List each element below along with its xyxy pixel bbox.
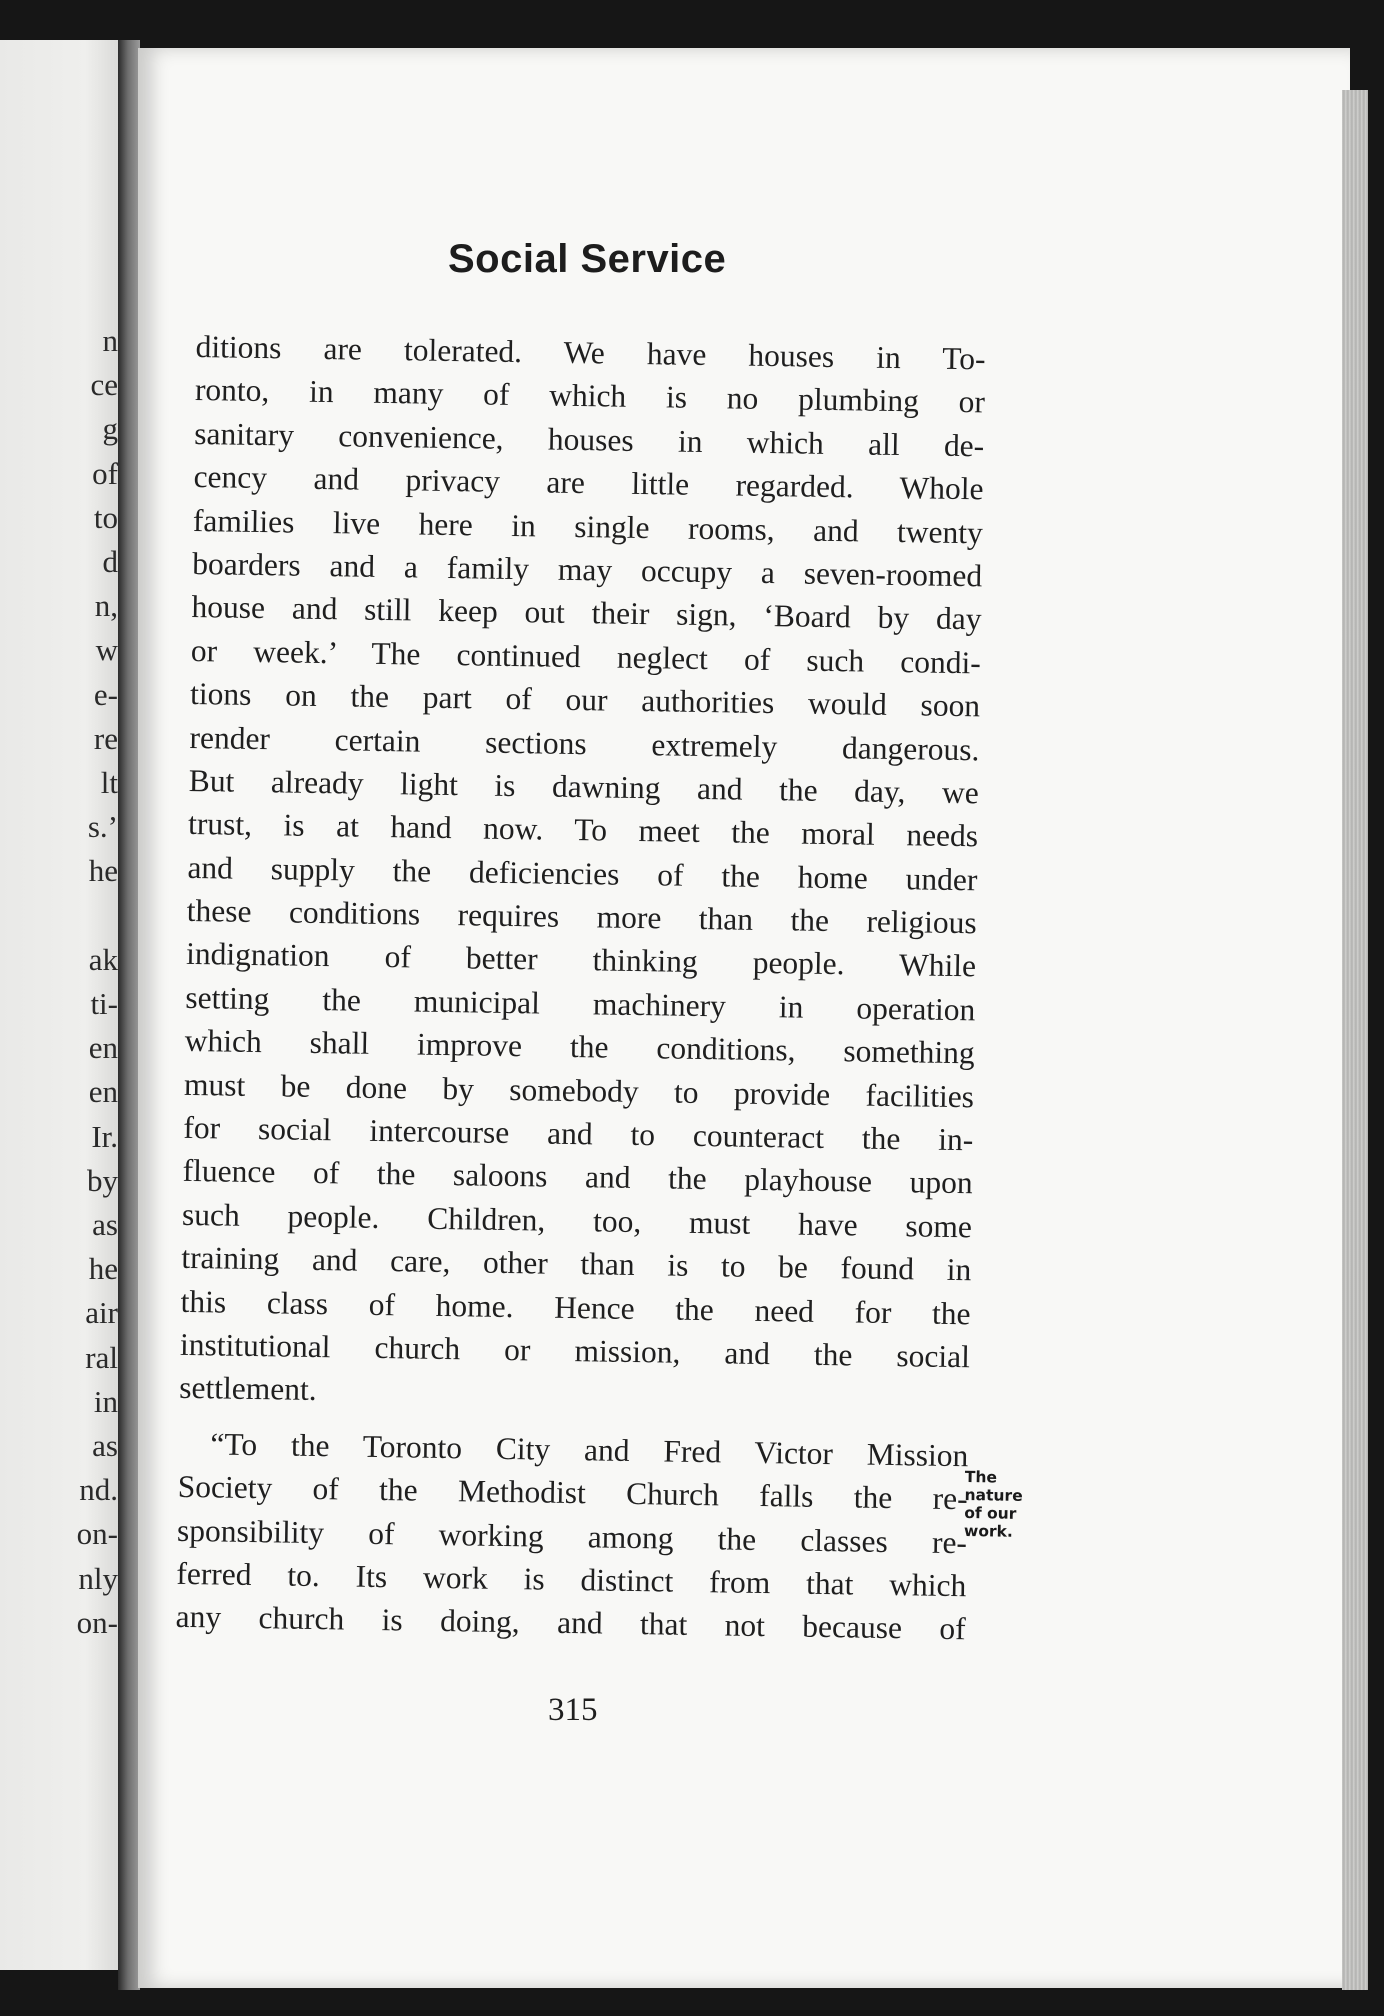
page-number: 315 bbox=[548, 1692, 598, 1728]
margin-note-line: of our bbox=[964, 1503, 1017, 1523]
previous-page-line-fragment: ak bbox=[88, 941, 118, 977]
text-line: fluence of the saloons and the playhouse upon bbox=[182, 1153, 973, 1201]
previous-page-fragment bbox=[0, 40, 122, 1970]
text-line: settlement. bbox=[179, 1370, 317, 1408]
previous-page-line-fragment: en bbox=[88, 1030, 118, 1066]
previous-page-line-fragment: lt bbox=[100, 765, 118, 800]
text-line: Society of the Methodist Church falls the re- bbox=[177, 1469, 968, 1517]
margin-note-line: nature bbox=[964, 1485, 1023, 1505]
text-line: tions on the part of our authorities would soon bbox=[189, 676, 981, 724]
text-line: or week.’ The continued neglect of such condi- bbox=[190, 632, 982, 681]
previous-page-line-fragment: ce bbox=[90, 367, 118, 403]
previous-page-line-fragment: ti- bbox=[90, 986, 118, 1021]
text-line: this class of home. Hence the need for the bbox=[180, 1283, 971, 1331]
text-line: “To the Toronto City and Fred Victor Mission bbox=[210, 1426, 969, 1474]
previous-page-line-fragment: Ir. bbox=[91, 1118, 118, 1154]
previous-page-line-fragment: d bbox=[102, 544, 118, 579]
text-line: setting the municipal machinery in operation bbox=[185, 979, 976, 1028]
text-line: for social intercourse and to counteract the in- bbox=[183, 1109, 974, 1158]
previous-page-line-fragment: re bbox=[93, 720, 118, 756]
body-text bbox=[175, 325, 986, 1651]
margin-note-line: work. bbox=[963, 1521, 1013, 1541]
previous-page-line-fragment: as bbox=[92, 1207, 118, 1242]
previous-page-line-fragment: he bbox=[88, 853, 118, 889]
text-line: render certain sections extremely dangerous. bbox=[189, 719, 980, 767]
text-line: house and still keep out their sign, ‘Board by day bbox=[191, 589, 982, 637]
margin-note-line: The bbox=[964, 1468, 998, 1487]
text-line: ronto, in many of which is no plumbing or bbox=[194, 372, 986, 420]
text-line: boarders and a family may occupy a seven-roomed bbox=[191, 545, 983, 594]
previous-page-line-fragment: s.’ bbox=[87, 809, 118, 845]
previous-page-line-fragment: w bbox=[95, 632, 118, 668]
book-gutter bbox=[118, 40, 140, 1990]
text-line: institutional church or mission, and the social bbox=[179, 1326, 971, 1375]
previous-page-line-fragment: to bbox=[93, 499, 118, 535]
previous-page-line-fragment: nd. bbox=[79, 1472, 118, 1508]
margin-note bbox=[964, 1468, 1023, 1541]
previous-page-line-fragment: n, bbox=[94, 588, 118, 624]
previous-page-line-fragment: nly bbox=[78, 1560, 118, 1596]
text-line: such people. Children, too, must have some bbox=[181, 1196, 973, 1245]
text-line: sanitary convenience, houses in which all de- bbox=[194, 415, 985, 464]
text-line: trust, is at hand now. To meet the moral needs bbox=[187, 806, 979, 854]
text-line: which shall improve the conditions, something bbox=[184, 1023, 975, 1071]
previous-page-line-fragment: en bbox=[88, 1074, 118, 1110]
previous-page-line-fragment: in bbox=[93, 1383, 118, 1419]
text-line: ditions are tolerated. We have houses in To- bbox=[195, 328, 986, 377]
text-line: ferred to. Its work is distinct from that which bbox=[176, 1555, 967, 1604]
previous-page-line-fragment: on- bbox=[76, 1604, 118, 1640]
text-line: But already light is dawning and the day, we bbox=[188, 762, 980, 811]
previous-page-line-fragment: by bbox=[87, 1162, 118, 1198]
text-line: any church is doing, and that not because of bbox=[175, 1599, 966, 1647]
previous-page-line-fragment: n bbox=[102, 323, 118, 358]
text-line: families live here in single rooms, and twenty bbox=[192, 502, 984, 550]
previous-page-line-fragment: g bbox=[102, 411, 118, 447]
previous-page-line-fragment: e- bbox=[93, 676, 118, 712]
text-line: sponsibility of working among the classes re- bbox=[176, 1512, 968, 1560]
text-line: must be done by somebody to provide facilities bbox=[183, 1066, 975, 1114]
text-line: training and care, other than is to be found in bbox=[181, 1240, 972, 1288]
running-head: Social Service bbox=[448, 237, 727, 281]
text-line: cency and privacy are little regarded. Whole bbox=[193, 459, 984, 507]
previous-page-line-fragment: of bbox=[92, 455, 118, 491]
text-line: these conditions requires more than the religious bbox=[186, 893, 977, 941]
text-line: and supply the deficiencies of the home under bbox=[187, 849, 978, 898]
text-line: indignation of better thinking people. While bbox=[185, 936, 977, 984]
paragraph-2 bbox=[175, 1422, 968, 1651]
previous-page-line-fragment: ral bbox=[85, 1339, 118, 1375]
previous-page-line-fragment: as bbox=[92, 1428, 118, 1463]
previous-page-line-fragment: on- bbox=[76, 1516, 118, 1552]
page-edges bbox=[1342, 90, 1368, 1990]
previous-page-line-fragment: he bbox=[88, 1251, 118, 1287]
paragraph-1 bbox=[179, 325, 986, 1422]
previous-page-line-fragment: air bbox=[85, 1295, 118, 1331]
